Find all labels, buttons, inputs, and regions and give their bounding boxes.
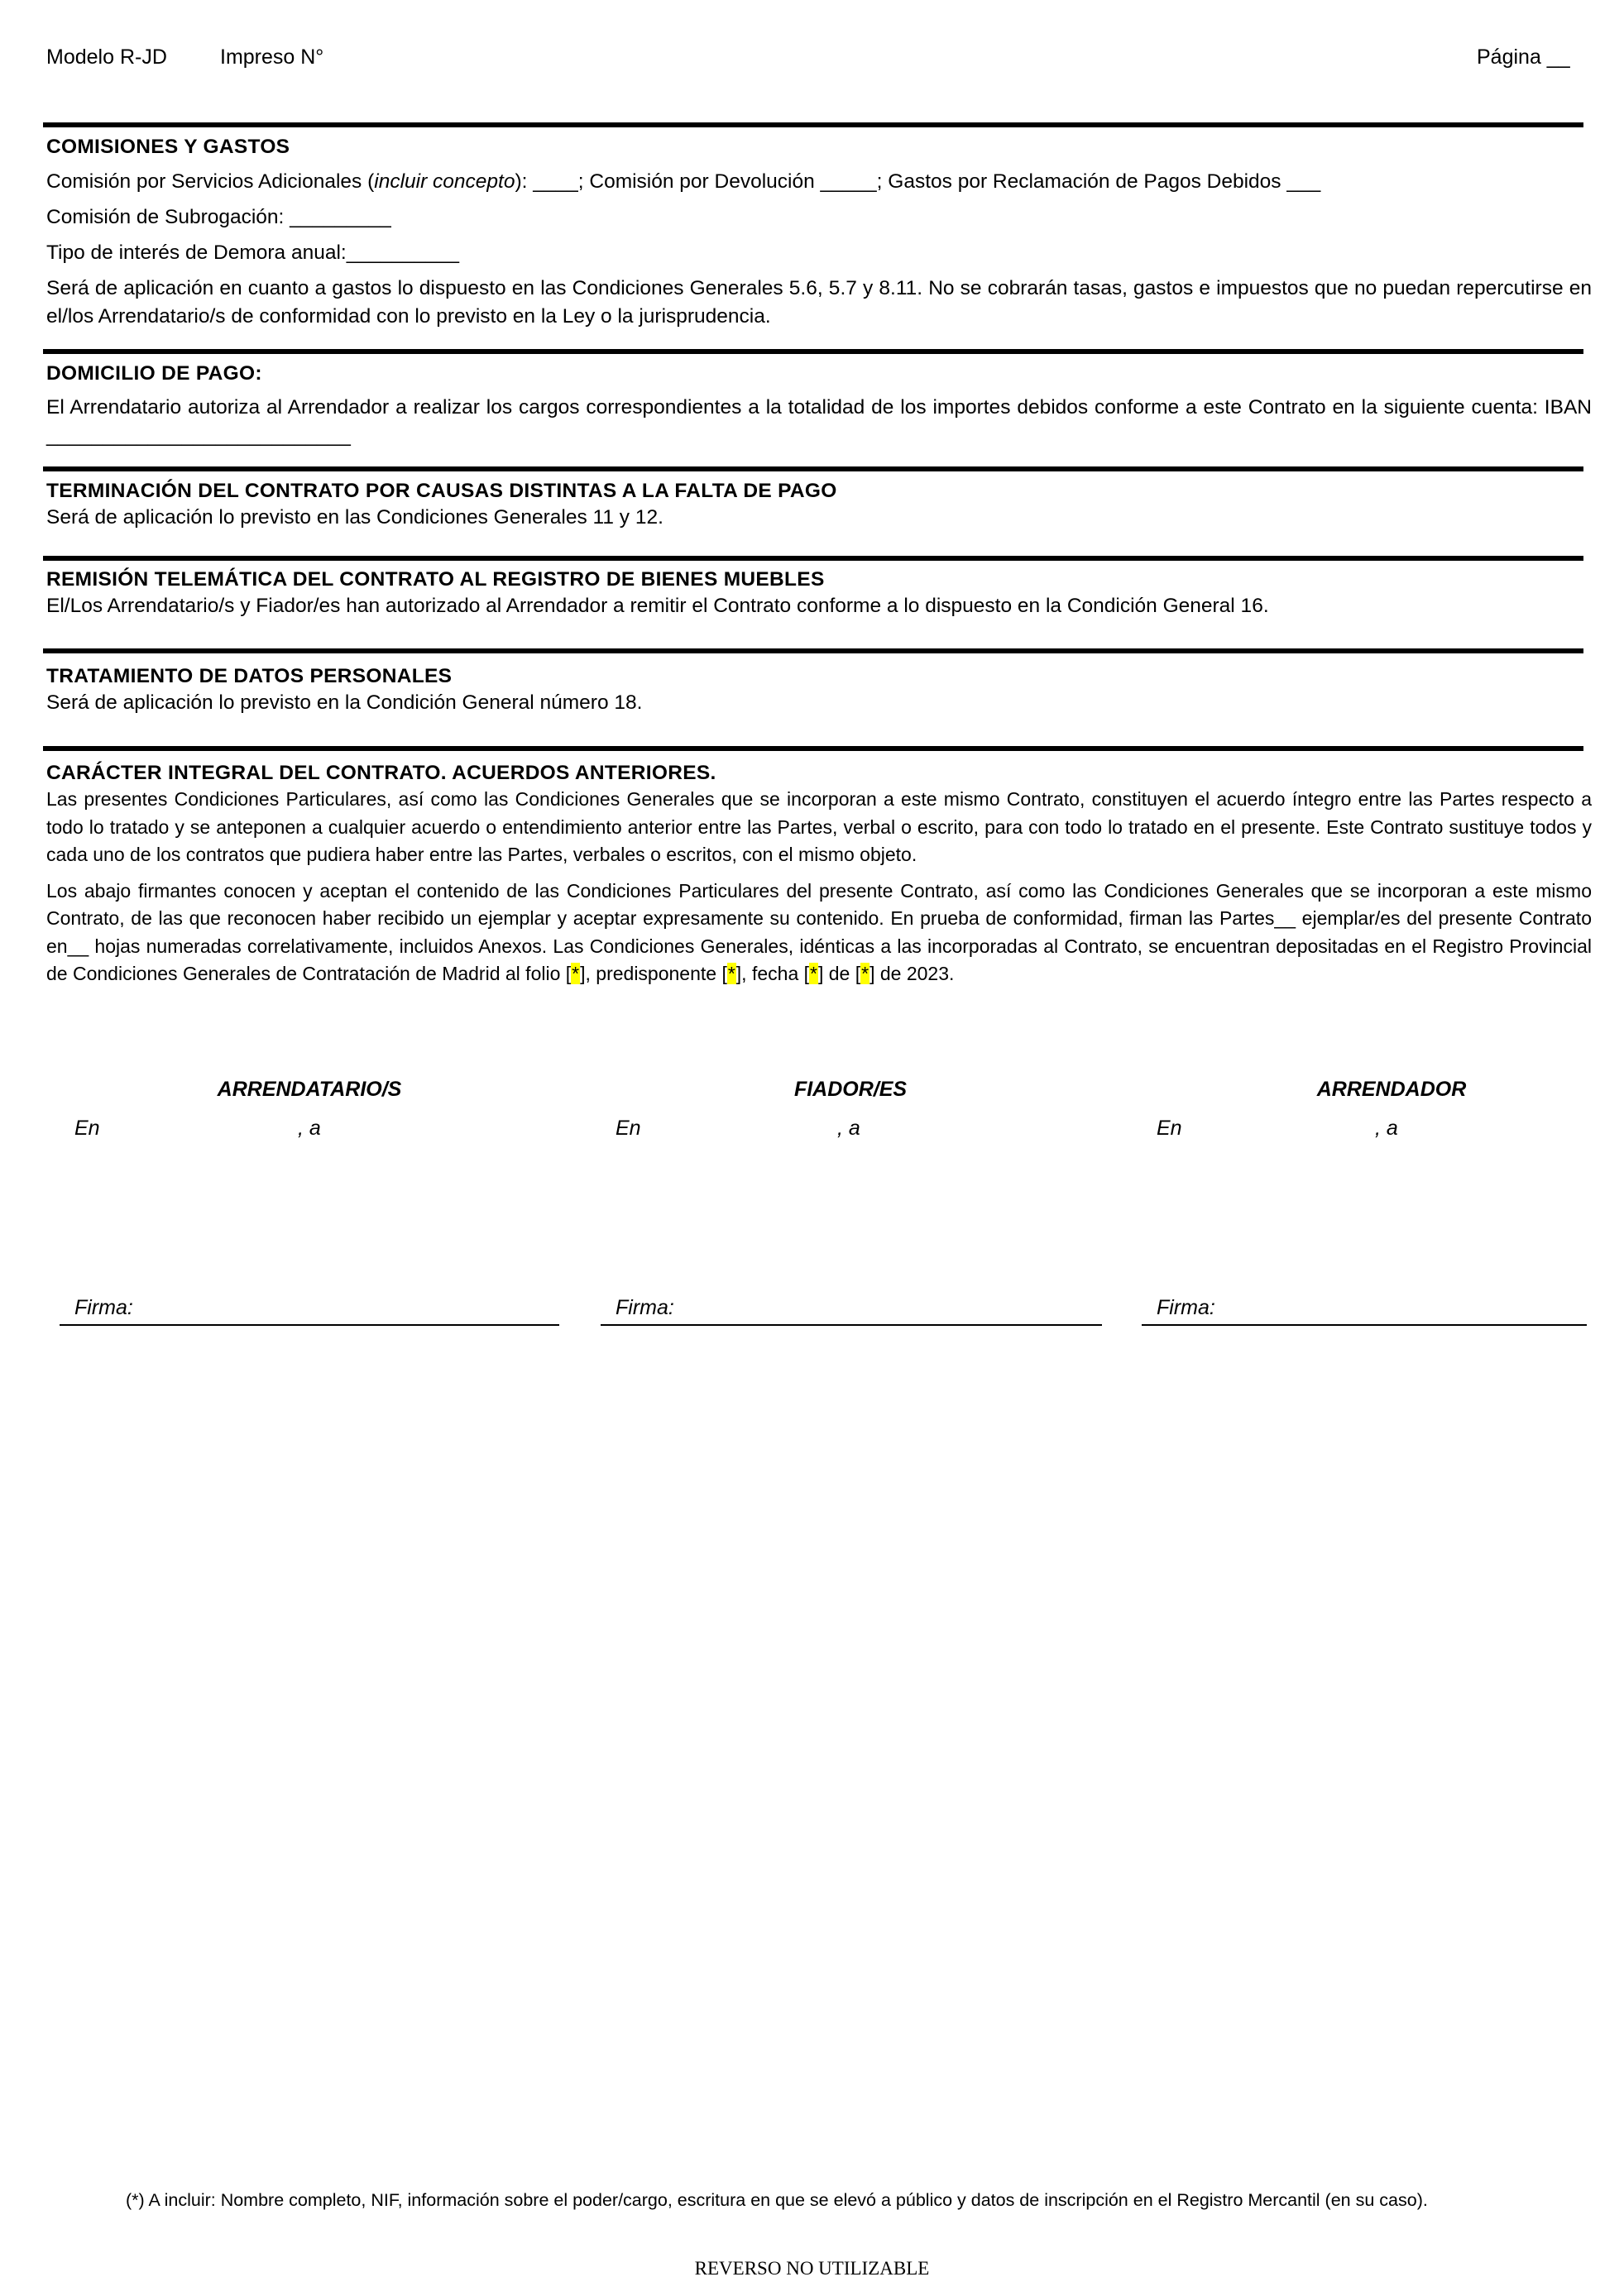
place-date-line — [601, 1117, 1100, 1150]
caracter-p2-a: Los abajo firmantes conocen y aceptan el contenido de las Condiciones Particulares del presente Contrato, así como las Condiciones Generales que se incorporan a este mismo Contrato, de las que reconocen haber recibido un ejemplar y aceptar expresamente su contenido. En prueba de conformidad, firman las Partes__ ejemplar/es del presente Contrato en__ hojas numeradas correlativamente, incluidos Anexos. Las Condiciones Generales, idénticas a las incorporadas al Contrato, se encuentran depositadas en el Registro Provincial de Condiciones Generales de Contratación de Madrid al folio [ — [46, 879, 1592, 984]
caracter-p2-e: ] de 2023. — [869, 963, 955, 984]
footnote: (*) A incluir: Nombre completo, NIF, información sobre el poder/cargo, escritura en que se elevó a público y datos de inscripción en el Registro Mercantil (en su caso). — [126, 2190, 1428, 2210]
datos-text: Será de aplicación lo previsto en la Condición General número 18. — [46, 691, 643, 714]
signature-column-arrendatario — [60, 1078, 559, 1150]
comisiones-line-3: Tipo de interés de Demora anual:__________ — [46, 242, 459, 264]
domicilio-text: El Arrendatario autoriza al Arrendador a realizar los cargos correspondientes a la totalidad de los importes debidos conforme a este Contrato en la siguiente cuenta: IBAN ___________________________ — [46, 396, 1592, 447]
comisiones-section — [46, 135, 1592, 331]
caracter-title: CARÁCTER INTEGRAL DEL CONTRATO. ACUERDOS ANTERIORES. — [46, 762, 716, 784]
terminacion-title: TERMINACIÓN DEL CONTRATO POR CAUSAS DISTINTAS A LA FALTA DE PAGO — [46, 480, 837, 502]
firma-line-fiador: Firma: — [601, 1296, 1102, 1326]
remision-section — [46, 567, 1592, 620]
remision-text: El/Los Arrendatario/s y Fiador/es han autorizado al Arrendador a remitir el Contrato conforme a lo dispuesto en la Condición General 16. — [46, 595, 1269, 617]
comisiones-line-1-a: Comisión por Servicios Adicionales ( — [46, 170, 375, 193]
place-date-line — [60, 1117, 559, 1150]
domicilio-title: DOMICILIO DE PAGO: — [46, 362, 262, 385]
place-date-line — [1142, 1117, 1624, 1150]
comisiones-line-1 — [46, 168, 1592, 196]
signature-column-title: ARRENDATARIO/S — [217, 1078, 402, 1101]
caracter-p2-b: ], predisponente [ — [580, 963, 727, 984]
caracter-paragraph-1: Las presentes Condiciones Particulares, así como las Condiciones Generales que se incorporan a este mismo Contrato, constituyen el acuerdo íntegro entre las Partes respecto a todo lo tratado y se anteponen a cualquier acuerdo o entendimiento anterior entre las Partes, verbal o escrito, para con todo lo tratado en el presente. Este Contrato sustituye todos y cada uno de los contratos que pudiera haber entre las Partes, verbales o escritos, con el mismo objeto. — [46, 788, 1592, 865]
section-divider — [43, 122, 1583, 127]
section-divider — [43, 349, 1583, 354]
en-label: En — [1157, 1117, 1182, 1140]
placeholder-star: * — [861, 963, 869, 984]
comisiones-line-1-b: ): ____; Comisión por Devolución _____; Gastos por Reclamación de Pagos Debidos ___ — [515, 170, 1321, 193]
comisiones-line-2: Comisión de Subrogación: _________ — [46, 206, 391, 228]
caracter-p2-c: ], fecha [ — [735, 963, 810, 984]
domicilio-section — [46, 361, 1592, 450]
terminacion-section — [46, 479, 1592, 532]
placeholder-star: * — [572, 963, 580, 984]
placeholder-star: * — [727, 963, 735, 984]
reverso-label: REVERSO NO UTILIZABLE — [694, 2258, 930, 2279]
datos-section — [46, 664, 1592, 717]
terminacion-text: Será de aplicación lo previsto en las Condiciones Generales 11 y 12. — [46, 506, 663, 529]
section-divider — [43, 648, 1583, 653]
section-divider — [43, 466, 1583, 471]
signature-column-title: FIADOR/ES — [793, 1078, 908, 1101]
modelo-label: Modelo R-JD — [46, 45, 167, 69]
signature-column-title: ARRENDADOR — [1316, 1078, 1467, 1101]
firma-line-arrendador: Firma: — [1142, 1296, 1587, 1326]
comisiones-title: COMISIONES Y GASTOS — [46, 136, 290, 158]
remision-title: REMISIÓN TELEMÁTICA DEL CONTRATO AL REGISTRO DE BIENES MUEBLES — [46, 568, 825, 591]
caracter-section — [46, 761, 1592, 988]
impreso-label: Impreso N° — [220, 45, 324, 69]
signature-column-fiador — [601, 1078, 1100, 1150]
section-divider — [43, 556, 1583, 561]
signature-column-arrendador — [1142, 1078, 1624, 1150]
section-divider — [43, 746, 1583, 751]
a-label: , a — [1375, 1117, 1398, 1140]
caracter-paragraph-2 — [46, 878, 1592, 988]
firma-line-arrendatario: Firma: — [60, 1296, 559, 1326]
en-label: En — [616, 1117, 641, 1140]
pagina-label: Página __ — [1477, 45, 1570, 69]
en-label: En — [74, 1117, 100, 1140]
comisiones-line-1-italic: incluir concepto — [374, 170, 515, 193]
datos-title: TRATAMIENTO DE DATOS PERSONALES — [46, 665, 453, 687]
caracter-p2-d: ] de [ — [817, 963, 861, 984]
placeholder-star: * — [810, 963, 817, 984]
comisiones-line-4: Será de aplicación en cuanto a gastos lo dispuesto en las Condiciones Generales 5.6, 5.7 y 8.11. No se cobrarán tasas, gastos e impuestos que no puedan repercutirse en el/los Arrendatario/s de conformidad con lo previsto en la Ley o la jurisprudencia. — [46, 277, 1592, 328]
a-label: , a — [837, 1117, 860, 1140]
a-label: , a — [298, 1117, 321, 1140]
